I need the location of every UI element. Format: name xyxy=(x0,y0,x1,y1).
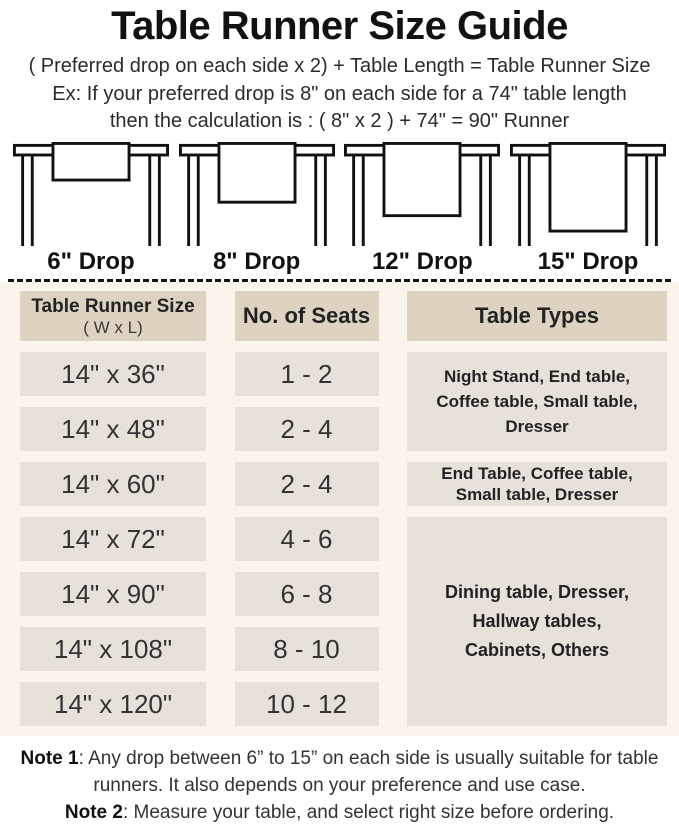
drop-illustrations xyxy=(0,142,679,276)
table-types-group-1 xyxy=(407,352,667,451)
size-cell-row4: 14" x 72" xyxy=(20,517,206,561)
size-cell-row7: 14" x 120" xyxy=(20,682,206,726)
note-2-label: Note 2 xyxy=(64,802,123,823)
example-line-2: then the calculation is : ( 8" x 2 ) + 74" = 90" Runner xyxy=(109,110,570,132)
drop-label-8: 8" Drop xyxy=(212,248,301,275)
seats-cell-row1: 1 - 2 xyxy=(235,352,379,396)
size-cell-row5: 14" x 90" xyxy=(20,572,206,616)
drop-illustration-15 xyxy=(508,142,668,276)
seats-cell-row2: 2 - 4 xyxy=(235,407,379,451)
example-line-1: Ex: If your preferred drop is 8" on each side for a 74" table length xyxy=(52,83,627,105)
seats-cell-row3: 2 - 4 xyxy=(235,462,379,506)
drop-illustration-12 xyxy=(342,142,502,276)
drop-label-6: 6" Drop xyxy=(47,248,135,275)
table-types-group-2-text: End Table, Coffee table, Small table, Dresser xyxy=(441,464,633,504)
table-types-group-1-text: Night Stand, End table, Coffee table, Small table, Dresser xyxy=(436,367,638,436)
note-1-label: Note 1 xyxy=(20,748,79,769)
header-seats: No. of Seats xyxy=(235,291,379,341)
size-table-section xyxy=(0,282,679,736)
column-seats xyxy=(235,291,379,726)
drop-label-15: 15" Drop xyxy=(537,248,639,275)
table-types-group-2 xyxy=(407,462,667,506)
header-runner-size-title: Table Runner Size xyxy=(31,295,195,317)
size-guide-table xyxy=(20,291,667,726)
notes-section xyxy=(0,736,679,826)
drop-label-12: 12" Drop xyxy=(371,248,473,275)
table-types-group-3-text: Dining table, Dresser, Hallway tables, Cabinets, Others xyxy=(444,582,630,660)
drop-illustration-6 xyxy=(11,142,171,276)
note-2 xyxy=(4,799,676,826)
formula-text: ( Preferred drop on each side x 2) + Table Length = Table Runner Size xyxy=(28,55,651,77)
column-table-types xyxy=(407,291,667,726)
note-1 xyxy=(4,745,676,799)
column-runner-size xyxy=(20,291,206,726)
table-types-group-3 xyxy=(407,517,667,726)
table-runner-6-drop-diagram xyxy=(11,142,171,246)
size-cell-row2: 14" x 48" xyxy=(20,407,206,451)
header-section xyxy=(0,0,679,135)
seats-cell-row5: 6 - 8 xyxy=(235,572,379,616)
table-runner-15-drop-diagram xyxy=(508,142,668,246)
size-cell-row1: 14" x 36" xyxy=(20,352,206,396)
table-runner-8-drop-diagram xyxy=(177,142,337,246)
seats-cell-row4: 4 - 6 xyxy=(235,517,379,561)
page-title: Table Runner Size Guide xyxy=(111,4,568,48)
size-cell-row6: 14" x 108" xyxy=(20,627,206,671)
note-2-text: : Measure your table, and select right size before ordering. xyxy=(122,802,615,823)
note-1-text: : Any drop between 6” to 15” on each side is usually suitable for table runners. It also depends on your preference and use case. xyxy=(78,748,659,796)
header-runner-size xyxy=(20,291,206,341)
table-runner-12-drop-diagram xyxy=(342,142,502,246)
seats-cell-row7: 10 - 12 xyxy=(235,682,379,726)
drop-illustration-8 xyxy=(177,142,337,276)
header-runner-size-sub: ( W x L) xyxy=(83,317,143,337)
seats-cell-row6: 8 - 10 xyxy=(235,627,379,671)
size-cell-row3: 14" x 60" xyxy=(20,462,206,506)
header-table-types: Table Types xyxy=(407,291,667,341)
